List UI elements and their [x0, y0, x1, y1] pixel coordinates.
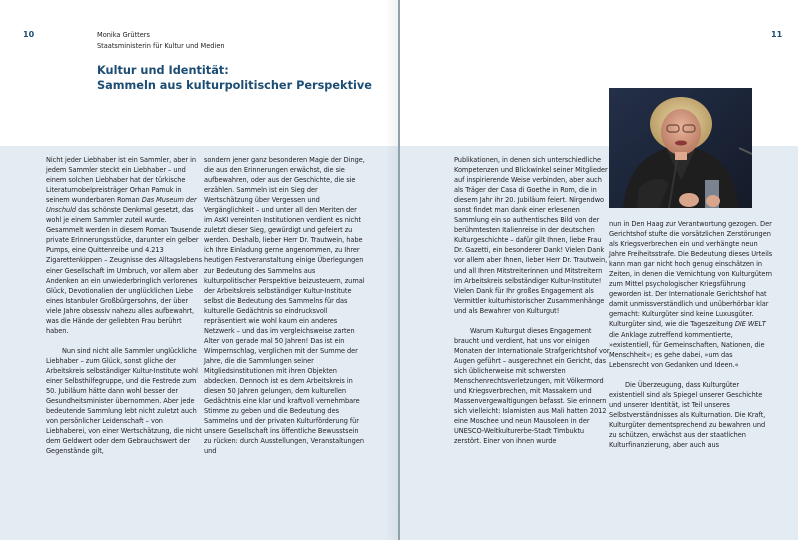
- text-column-3: [454, 155, 612, 446]
- title-line-1: Kultur und Identität:: [97, 64, 229, 77]
- page-number-right: 11: [771, 30, 783, 39]
- paragraph: Publikationen, in denen sich unterschiedliche Kompetenzen und Blickwinkel seiner Mitglieder auf inspirierende Weise verbinden, aber auch als Träger der Casa di Goethe in Rom, die in diesem Jahr ihr 20. Jubiläum feiert. Nirgendwo sonst findet man dank einer erlesenen Sammlung ein so authentisches Bild von der berühmtesten Italienreise in der deutschen Kulturgeschichte – dafür gilt Ihnen, liebe Frau Dr. Gazetti, ein besonderer Dank! Vielen Dank vor allem aber Ihnen, lieber Herr Dr. Trautwein, und all Ihren Mitstreiterinnen und Mitstreitern im Arbeitskreis selbständiger Kultur-Institute! Vielen Dank für Ihr großes Engagement als Vermittler kulturhistorischer Zusammenhänge und als Bewahrer von Kulturgut!: [454, 156, 608, 315]
- portrait-photo: [609, 88, 752, 208]
- paragraph: [609, 219, 773, 370]
- author-role: Staatsministerin für Kultur und Medien: [97, 41, 225, 50]
- title-line-2: Sammeln aus kulturpolitischer Perspektive: [97, 79, 372, 92]
- text-column-2: [204, 155, 366, 456]
- newspaper-title: DIE WELT: [734, 320, 766, 329]
- paragraph: Die Überzeugung, dass Kulturgüter existentiell sind als Spiegel unserer Geschichte und unserer Identität, ist Teil unseres Selbstverständnisses als Kulturnation. Die Kraft, Kulturgüter dementsprechend zu bewahren und zu schützen, erwächst aus der staatlichen Kulturfinanzierung, aber auch aus: [609, 380, 766, 449]
- text-column-4: [609, 219, 773, 450]
- article-title: [97, 63, 372, 93]
- paragraph: [46, 155, 204, 336]
- text-run: das schönste Denkmal gesetzt, das wohl je einem Sammler zuteil wurde. Gesammelt werden in diesem Roman Tausende private Erinnerungsstücke, darunter ein gelber Pumps, eine Quittenreibe und 4.213 Zigarettenkippen – Zeugnisse des Alltagslebens einer Gesellschaft im Umbruch, vor allem aber Andenken an ein unwiederbringlich verlorenes Glück, Devotionalien der unglücklichen Liebe eines Istanbuler Großbürgersohns, der über viele Jahre obsessiv nahezu alles aufbewahrt, was die Hände der geliebten Frau berührt haben.: [46, 206, 202, 335]
- portrait-photo-icon: [609, 88, 752, 208]
- author-block: [97, 30, 225, 51]
- paragraph: Nun sind nicht alle Sammler unglückliche Liebhaber – zum Glück, sonst gliche der Arbeitskreis selbständiger Kultur-Institute wohl einer Selbsthilfegruppe, und die Festrede zum 50. Jubiläum hätte dann wohl besser der Gesundheitsminister übernommen. Aber jede bedeutende Sammlung lebt nicht zuletzt auch von persönlicher Leidenschaft – von Liebhaberei, von einer Wertschätzung, die nicht dem Geldwert oder dem Gebrauchswert der Gegenstände gilt,: [46, 346, 202, 456]
- text-run: nun in Den Haag zur Verantwortung gezogen. Der Gerichtshof stufte die vorsätzlichen Zerstörungen als Kriegsverbrechen ein und verhängte neun Jahre Freiheitsstrafe. Die Bedeutung dieses Urteils kann man gar nicht hoch genug einschätzen in Zeiten, in denen die Vernichtung von Kulturgütern zum Mittel psychologischer Kriegsführung geworden ist. Der Internationale Gerichtshof hat damit unmissverständlich und unüberhörbar klar gemacht: Kulturgüter sind keine Luxusgüter. Kulturgüter sind, wie die Tageszeitung: [609, 220, 773, 329]
- book-spine: [398, 0, 400, 540]
- text-run: Nicht jeder Liebhaber ist ein Sammler, aber in jedem Sammler steckt ein Liebhaber – und einem solchen Liebhaber hat der türkische Literaturnobelpreisträger Orhan Pamuk in seinem wunderbaren Roman: [46, 156, 196, 205]
- text-run: die Anklage zutreffend kommentierte, »existentiell, für Gemeinschaften, Nationen, die Menschheit«; es gehe dabei, »um das Lebensrecht von Gedanken und Ideen.«: [609, 330, 765, 369]
- paragraph: sondern jener ganz besonderen Magie der Dinge, die aus den Erinnerungen erwächst, die sie aufbewahren, oder aus der Geschichte, die sie erzählen. Sammeln ist ein Sieg der Wertschätzung über Vergessen und Vergänglichkeit – und unter all den Meriten der im AsKI vereinten Institutionen verdient es nicht zuletzt dieser Sieg, gewürdigt und gefeiert zu werden. Deshalb, lieber Herr Dr. Trautwein, habe ich Ihre Einladung gerne angenommen, zu Ihrer heutigen Festveranstaltung einige Überlegungen zur Bedeutung des Sammelns aus kulturpolitischer Perspektive beizusteuern, zumal der Arbeitskreis selbständiger Kultur-Institute selbst die Bedeutung des Sammelns für das kulturelle Gedächtnis so eindrucksvoll repräsentiert wie wohl kaum ein anderes Netzwerk – und das im vergleichsweise zarten Alter von gerade mal 50 Jahren! Das ist ein Wimpernschlag, verglichen mit der Summe der Jahre, die die Sammlungen seiner Mitgliedsinstitutionen mit ihren Objekten abdecken. Dennoch ist es dem Arbeitskreis in diesen 50 Jahren gelungen, dem kulturellen Gedächtnis eine klar und kraftvoll vernehmbare Stimme zu geben und die Bedeutung des Sammelns und der privaten Kulturförderung für unsere Gesellschaft ins öffentliche Bewusstsein zu rücken: durch Ausstellungen, Veranstaltungen und: [204, 156, 365, 456]
- spine-shadow: [385, 0, 398, 540]
- paragraph: Warum Kulturgut dieses Engagement braucht und verdient, hat uns vor einigen Monaten der Internationale Strafgerichtshof vor Augen geführt – ausgerechnet ein Gericht, das sich üblicherweise mit schwersten Menschenrechtsverletzungen, mit Völkermord und Kriegsverbrechen, mit Massakern und Massenvergewaltigungen befasst. Sie erinnern sich vielleicht: Islamisten aus Mali hatten 2012 eine Moschee und neun Mausoleen in der UNESCO-Weltkulturerbe-Stadt Timbuktu zerstört. Einer von ihnen wurde: [454, 326, 610, 446]
- book-title: Das Museum der Unschuld: [46, 196, 197, 215]
- page-number-left: 10: [23, 30, 35, 39]
- author-name: Monika Grütters: [97, 31, 150, 39]
- text-column-1: [46, 155, 204, 456]
